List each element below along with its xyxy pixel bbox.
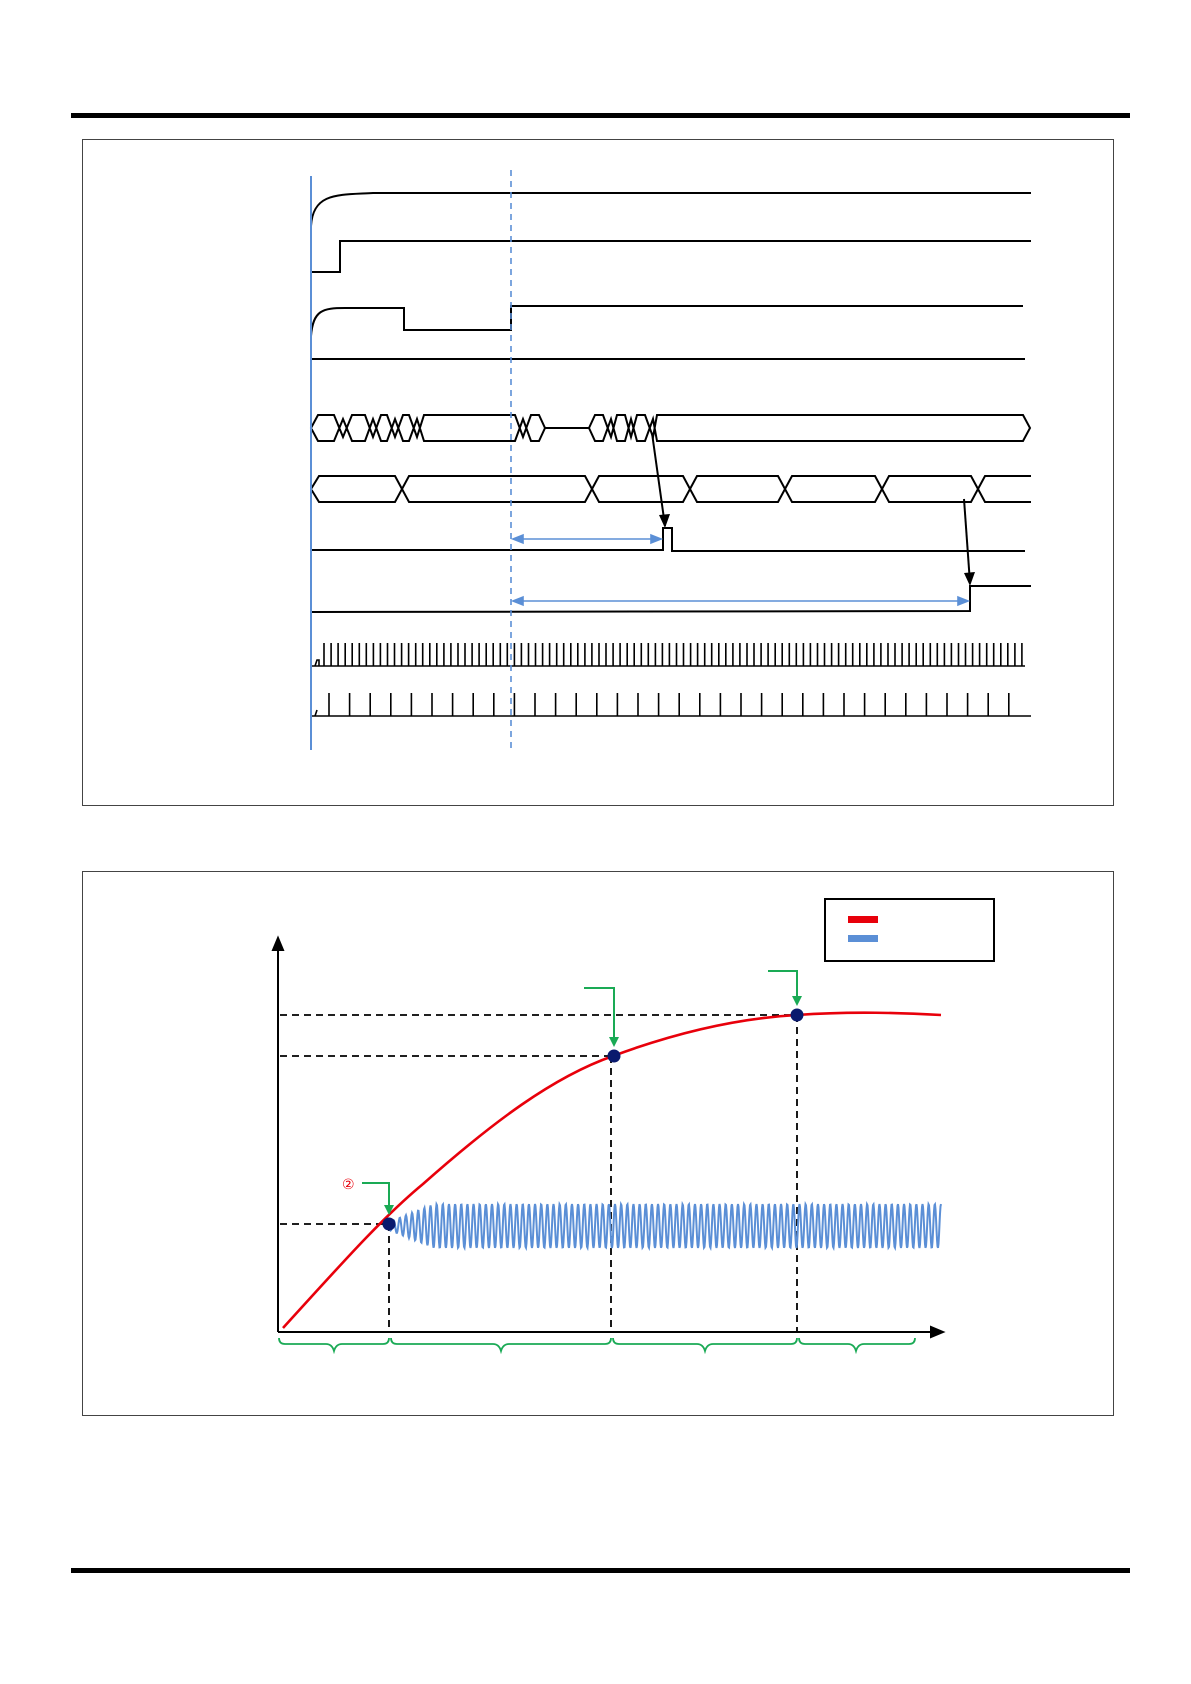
signal-address-bus	[311, 415, 545, 441]
signal-ready-pulse	[311, 528, 1025, 551]
marker-label-2: ②	[342, 1176, 355, 1192]
timing-diagram	[83, 140, 1113, 805]
signal-enable-level	[311, 586, 1031, 612]
arrow-address-to-ready	[652, 433, 665, 526]
callout-arrow-3	[768, 971, 797, 999]
arrowhead-enable	[964, 572, 975, 586]
callout-arrowhead-2	[609, 1037, 619, 1047]
address-bus-burst	[589, 415, 1030, 441]
interval-short-head-right	[651, 535, 661, 543]
y-axis-arrowhead	[273, 938, 283, 950]
x-axis-arrowhead	[931, 1327, 943, 1337]
legend-swatch-red	[848, 916, 878, 923]
interval-short-head-left	[513, 535, 523, 543]
top-rule	[71, 113, 1130, 118]
fast-clock-ticks	[315, 643, 1022, 666]
callout-arrow-2	[584, 988, 614, 1040]
signal-data-bus	[311, 476, 1031, 502]
brace-segment-2	[391, 1338, 611, 1351]
signal-reset	[311, 241, 1031, 272]
brace-segment-3	[613, 1338, 797, 1351]
brace-segment-1	[279, 1338, 389, 1351]
legend-swatch-blue	[848, 935, 878, 942]
timing-diagram-panel	[82, 139, 1114, 806]
slow-clock-ticks	[315, 693, 1009, 716]
oscillation-wave	[389, 1204, 941, 1248]
signal-power-supply	[311, 193, 1031, 226]
interval-long-head-left	[513, 597, 523, 605]
marker-point-1	[383, 1218, 396, 1231]
marker-point-3	[791, 1009, 804, 1022]
legend-box	[825, 899, 994, 961]
oscillation-chart	[83, 872, 1113, 1415]
signal-mode-select	[311, 306, 1023, 336]
callout-arrow-1	[362, 1183, 389, 1208]
arrow-data-to-enable	[964, 499, 970, 583]
bottom-rule	[71, 1568, 1130, 1573]
oscillation-chart-panel	[82, 871, 1114, 1416]
signal-slow-clock	[311, 693, 1031, 716]
brace-segment-4	[799, 1338, 915, 1351]
marker-point-2	[608, 1050, 621, 1063]
callout-arrowhead-3	[792, 996, 802, 1006]
interval-long-head-right	[958, 597, 968, 605]
arrowhead-ready	[659, 514, 670, 528]
signal-fast-clock	[311, 643, 1025, 666]
